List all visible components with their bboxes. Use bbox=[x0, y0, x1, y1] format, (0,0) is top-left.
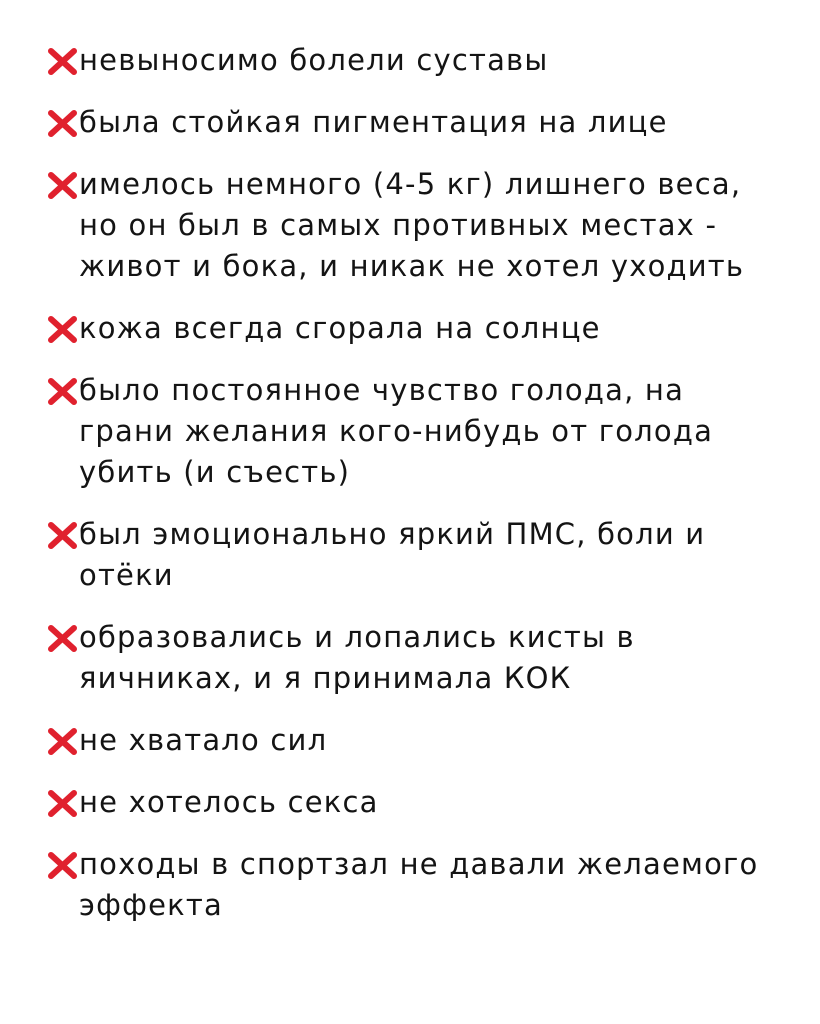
cross-mark-icon bbox=[48, 109, 77, 138]
list-item bbox=[48, 40, 774, 81]
list-item bbox=[48, 102, 774, 143]
list-item-text: кожа всегда сгорала на солнце bbox=[79, 311, 601, 345]
cross-mark-icon bbox=[48, 377, 77, 406]
list-item-text: была стойкая пигментация на лице bbox=[79, 105, 668, 139]
list-item bbox=[48, 617, 774, 699]
cross-mark-icon bbox=[48, 851, 77, 880]
cross-mark-icon bbox=[48, 789, 77, 818]
cross-mark-icon bbox=[48, 521, 77, 550]
list-item-text: образовались и лопались кисты в яичниках, и я принимала КОК bbox=[79, 620, 635, 695]
list-item bbox=[48, 370, 774, 493]
cross-mark-icon bbox=[48, 315, 77, 344]
list-item bbox=[48, 514, 774, 596]
list-item-text: имелось немного (4-5 кг) лишнего веса, но он был в самых противных местах - живот и бока, и никак не хотел уходить bbox=[79, 167, 745, 283]
cross-mark-icon bbox=[48, 47, 77, 76]
list-item bbox=[48, 720, 774, 761]
list-item-text: не хватало сил bbox=[79, 723, 328, 757]
symptom-list bbox=[48, 40, 774, 926]
cross-mark-icon bbox=[48, 727, 77, 756]
list-item-text: не хотелось секса bbox=[79, 785, 379, 819]
list-item-text: невыносимо болели суставы bbox=[79, 43, 549, 77]
cross-mark-icon bbox=[48, 171, 77, 200]
list-item bbox=[48, 782, 774, 823]
list-item-text: был эмоционально яркий ПМС, боли и отёки bbox=[79, 517, 706, 592]
list-item bbox=[48, 164, 774, 287]
list-item bbox=[48, 308, 774, 349]
list-item-text: было постоянное чувство голода, на грани желания кого-нибудь от голода убить (и съесть) bbox=[79, 373, 714, 489]
list-item-text: походы в спортзал не давали желаемого эффекта bbox=[79, 847, 759, 922]
list-item bbox=[48, 844, 774, 926]
cross-mark-icon bbox=[48, 624, 77, 653]
